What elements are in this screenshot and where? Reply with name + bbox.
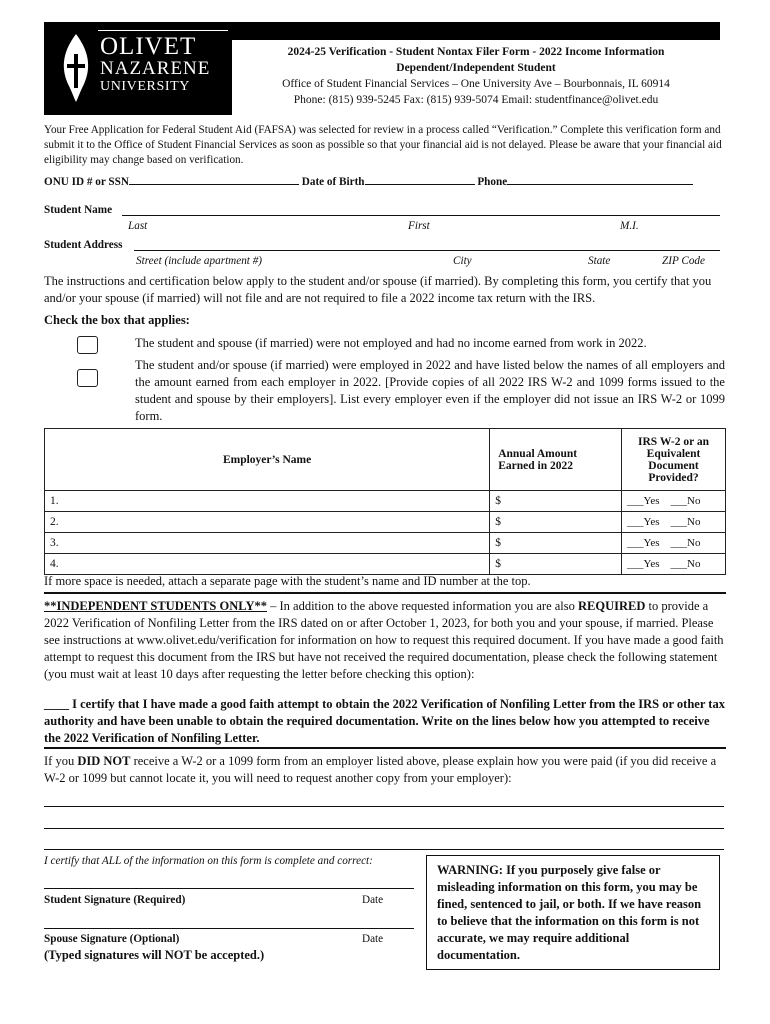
more-space-note: If more space is needed, attach a separate page with the student’s name and ID number at the top.	[44, 574, 531, 588]
address-zip-caption: ZIP Code	[662, 255, 705, 267]
amount-cell[interactable]: $	[490, 491, 622, 512]
university-logo	[50, 26, 230, 111]
spouse-signature-line[interactable]	[44, 928, 414, 929]
office-address: Office of Student Financial Services – One University Ave – Bourbonnais, IL 60914	[282, 78, 670, 90]
yes-option[interactable]: ___Yes	[627, 558, 660, 570]
id-row	[44, 173, 734, 190]
logo-nazarene: NAZARENE	[100, 58, 211, 79]
no-w2-text-b: receive a W-2 or a 1099 form from an employer listed above, please explain how you were paid (if you did receive a W-2 or 1099 but cannot locate it, you will need to request another copy from your employer):	[44, 754, 717, 785]
yes-option[interactable]: ___Yes	[627, 537, 660, 549]
independent-text-b: to provide a 2022 Verification of Nonfiling Letter from the IRS dated on or after October 1, 2023, for both you and your spouse, if married. Please see instructions at www.olivet.edu/verification for information on how to request this required document. If you have made a good faith attempt to request this document from the IRS but have not received the required documentation, please check the following statement (you must wait at least 10 days after requesting the letter before checking this option):	[44, 599, 724, 681]
explanation-line-2[interactable]	[44, 828, 724, 829]
typed-signature-note: (Typed signatures will NOT be accepted.)	[44, 948, 265, 962]
independent-text-a: – In addition to the above requested information you are also	[266, 599, 579, 613]
table-row	[45, 533, 726, 554]
col-employer-name: Employer’s Name	[45, 429, 490, 491]
certification-statement: I certify that ALL of the information on this form is complete and correct:	[44, 855, 373, 867]
logo-university: UNIVERSITY	[100, 79, 190, 94]
row-number[interactable]: 3.	[45, 533, 490, 554]
address-city-caption: City	[453, 255, 472, 267]
student-date-label: Date	[362, 894, 384, 906]
student-name-label: Student Name	[44, 204, 113, 216]
amount-cell[interactable]: $	[490, 512, 622, 533]
name-last-caption: Last	[128, 220, 148, 232]
onu-id-label: ONU ID # or SSN	[44, 176, 129, 188]
explanation-line-1[interactable]	[44, 806, 724, 807]
name-mi-caption: M.I.	[620, 220, 639, 232]
amount-cell[interactable]: $	[490, 533, 622, 554]
no-w2-paragraph	[44, 753, 726, 787]
yes-option[interactable]: ___Yes	[627, 516, 660, 528]
flame-cross-icon	[58, 32, 94, 104]
section-divider	[44, 747, 726, 749]
section-divider	[44, 592, 726, 594]
amount-cell[interactable]: $	[490, 554, 622, 575]
header-text	[232, 44, 720, 108]
student-signature-label: Student Signature (Required)	[44, 894, 186, 906]
student-signature-line[interactable]	[44, 888, 414, 889]
row-number[interactable]: 1.	[45, 491, 490, 512]
table-header-row	[45, 429, 726, 491]
required-label: REQUIRED	[578, 599, 646, 613]
address-street-caption: Street (include apartment #)	[136, 255, 263, 267]
option-no-employment-checkbox[interactable]	[77, 336, 98, 354]
table-row	[45, 491, 726, 512]
no-w2-text-a: If you	[44, 754, 78, 768]
logo-rule-top	[98, 30, 228, 31]
employer-table	[44, 428, 726, 575]
yes-option[interactable]: ___Yes	[627, 495, 660, 507]
onu-id-field[interactable]	[129, 173, 299, 185]
name-first-caption: First	[408, 220, 430, 232]
form-subtitle: Dependent/Independent Student	[396, 62, 556, 74]
no-option[interactable]: ___No	[670, 516, 701, 528]
student-address-label: Student Address	[44, 239, 123, 251]
warning-box: WARNING: If you purposely give false or misleading information on this form, you may be fined, sentenced to jail, or both. If we have reason to believe that the information on this form is not accurate, we may require additional documentation.	[426, 855, 720, 970]
logo-olivet: OLIVET	[100, 33, 197, 60]
student-name-field[interactable]	[122, 215, 720, 216]
option-no-employment-text: The student and spouse (if married) were not employed and had no income earned from work in 2022.	[135, 336, 647, 350]
row-number[interactable]: 2.	[45, 512, 490, 533]
did-not-label: DID NOT	[77, 754, 131, 768]
dob-field[interactable]	[365, 173, 475, 185]
no-option[interactable]: ___No	[670, 495, 701, 507]
col-annual-amount: Annual Amount Earned in 2022	[490, 429, 622, 491]
option-employed-text: The student and/or spouse (if married) were employed in 2022 and have listed below the names of all employers and the amount earned from each employer in 2022. [Provide copies of all 2022 IRS W-2 and 1099 forms issued to the student and spouse by their employers]. List every employer even if the employer did not issue an IRS W-2 or 1099 form.	[135, 358, 725, 423]
row-number[interactable]: 4.	[45, 554, 490, 575]
phone-field[interactable]	[507, 173, 693, 185]
address-state-caption: State	[588, 255, 611, 267]
student-address-field[interactable]	[134, 250, 720, 251]
table-row	[45, 512, 726, 533]
independent-heading: **INDEPENDENT STUDENTS ONLY**	[44, 599, 267, 613]
dob-label: Date of Birth	[301, 176, 365, 188]
spouse-signature-label: Spouse Signature (Optional)	[44, 933, 180, 945]
phone-label: Phone	[477, 176, 508, 188]
explanation-line-3[interactable]	[44, 849, 724, 850]
check-heading: Check the box that applies:	[44, 313, 190, 327]
instructions-paragraph: The instructions and certification below apply to the student and/or spouse (if married). By completing this form, you certify that you and/or your spouse (if married) will not file and are not required to file a 2022 income tax return with the IRS.	[44, 274, 712, 305]
table-row	[45, 554, 726, 575]
spouse-date-label: Date	[362, 933, 384, 945]
option-employed-checkbox[interactable]	[77, 369, 98, 387]
no-option[interactable]: ___No	[670, 537, 701, 549]
form-title: 2024-25 Verification - Student Nontax Filer Form - 2022 Income Information	[287, 46, 665, 58]
col-w2-provided: IRS W-2 or an Equivalent Document Provided?	[622, 429, 726, 491]
good-faith-certify[interactable]: ____ I certify that I have made a good faith attempt to obtain the 2022 Verification of Nonfiling Letter from the IRS or other tax authority and have been unable to obtain the required documentation. Write on the lines below how you attempted to receive the 2022 Verification of Nonfiling Letter.	[44, 697, 725, 745]
office-contact: Phone: (815) 939-5245 Fax: (815) 939-5074 Email: studentfinance@olivet.edu	[293, 94, 659, 106]
intro-paragraph: Your Free Application for Federal Student Aid (FAFSA) was selected for review in a process called “Verification.” Complete this verification form and submit it to the Office of Student Financial Services as soon as possible so that your financial aid is not delayed. Please be aware that your financial aid eligibility may change based on verification.	[44, 124, 722, 166]
independent-section	[44, 598, 726, 683]
no-option[interactable]: ___No	[670, 558, 701, 570]
